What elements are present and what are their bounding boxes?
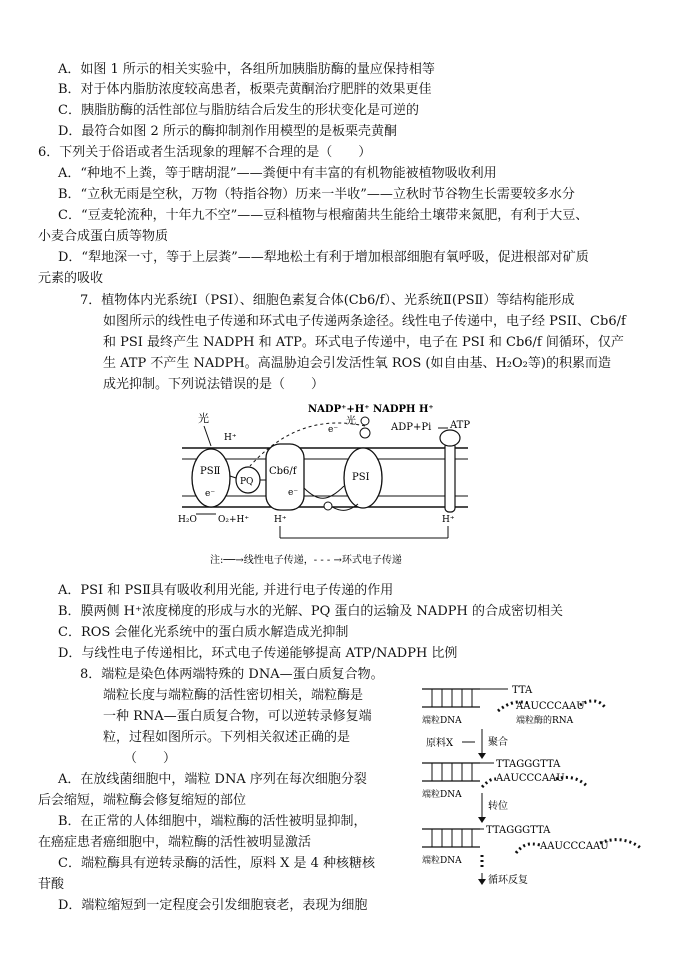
nadp-label: NADP⁺+H⁺ NADPH H⁺	[308, 404, 434, 415]
adp-label: ADP+Pi	[391, 422, 432, 433]
q6-option-c-cont: 小麦合成蛋白质等物质	[38, 229, 169, 244]
q8-stem-line2: 端粒长度与端粒酶的活性密切相关，端粒酶是	[103, 688, 364, 703]
aauccc-label-1: AAUCCCAAU	[516, 701, 585, 712]
diagram-legend: 注:──→线性电子传递，- - - →环式电子传递	[210, 555, 402, 566]
telomere-dna-label-3: 端粒DNA	[422, 856, 462, 866]
q8-stem-line3: 一种 RNA—蛋白质复合物，可以逆转录修复端	[103, 709, 372, 724]
pq-label: PQ	[240, 477, 254, 487]
raw-material-x-label: 原料X	[426, 738, 454, 749]
translocate-label: 转位	[488, 801, 508, 812]
ttaggg-label-2: TTAGGGTTA	[486, 825, 551, 836]
q5-option-a: A．如图 1 所示的相关实验中，各组所加胰脂肪酶的量应保持相等	[58, 62, 435, 77]
q8-option-b-cont: 在癌症患者癌细胞中，端粒酶的活性被明显激活	[38, 835, 312, 850]
h-label-lumen-1: H⁺	[274, 515, 287, 525]
o2-h-label: O₂+H⁺	[218, 515, 250, 525]
q8-option-c: C．端粒酶具有逆转录酶的活性，原料 X 是 4 种核糖核	[58, 856, 376, 871]
fd-carrier	[360, 428, 370, 438]
cb6f-e-label: e⁻	[288, 488, 299, 498]
q8-stem-line4: 粒，过程如图所示。下列相关叙述正确的是	[103, 730, 351, 745]
q8-stem-line1: 8．端粒是染色体两端特殊的 DNA—蛋白质复合物。	[80, 667, 384, 682]
q6-option-d-cont: 元素的吸收	[38, 271, 104, 286]
q7-option-c: C．ROS 会催化光系统中的蛋白质水解造成光抑制	[58, 625, 349, 640]
q7-stem-line2: 如图所示的线性电子传递和环式电子传递两条途径。线性电子传递中，电子经 PSII、Cb6/f	[103, 314, 626, 329]
psi-label: PSⅠ	[352, 472, 370, 483]
q7-option-b: B．膜两侧 H⁺浓度梯度的形成与水的光解、PQ 蛋白的运输及 NADPH 的合成密切相关	[58, 604, 563, 619]
h2o-label: H₂O	[178, 515, 197, 525]
q7-stem-line4: 生 ATP 不产生 NADPH。高温胁迫会引发活性氧 ROS (如自由基、H₂O₂等)的积累而造	[103, 356, 611, 371]
electron-transport-diagram	[178, 398, 478, 570]
q5-option-c: C．胰脂肪酶的活性部位与脂肪结合后发生的形状变化是可逆的	[58, 103, 419, 118]
psii-label: PSⅡ	[200, 466, 221, 477]
h-label-lumen-2: H⁺	[442, 515, 455, 525]
q7-option-d: D．与线性电子传递相比，环式电子传递能够提高 ATP/NADPH 比例	[58, 646, 458, 661]
light-label-1: 光	[198, 412, 209, 425]
atp-synthase-head	[440, 430, 460, 446]
aauccc-label-2: AAUCCCAAU	[496, 773, 565, 784]
q6-option-a: A．“种地不上粪，等于瞎胡混”——粪便中有丰富的有机物能被植物吸收利用	[58, 166, 497, 181]
fnr-carrier	[361, 417, 369, 425]
q8-option-a-cont: 后会缩短，端粒酶会修复缩短的部位	[38, 793, 247, 808]
aauccc-label-3: AAUCCCAAU	[540, 841, 609, 852]
telomerase-rna-label: 端粒酶的RNA	[516, 716, 574, 726]
q8-option-d: D．端粒缩短到一定程度会引发细胞衰老，表现为细胞	[58, 898, 368, 913]
telomere-dna-label-1: 端粒DNA	[422, 716, 462, 726]
q6-option-d: D．“犁地深一寸，等于上层粪”——犁地松土有利于增加根部细胞有氧呼吸，促进根部对矿质	[58, 250, 589, 265]
cb6f-complex	[266, 444, 304, 510]
atp-synthase	[445, 442, 455, 512]
tta-label: TTA	[512, 685, 533, 696]
repeat-cycle-label: 循环反复	[488, 875, 528, 886]
q8-option-b: B．在正常的人体细胞中，端粒酶的活性被明显抑制，	[58, 814, 367, 829]
atp-label: ATP	[450, 420, 471, 431]
q8-stem-line5: （ ）	[124, 751, 177, 766]
telomerase-diagram	[420, 683, 660, 888]
light-label-2: 光	[346, 416, 356, 427]
q8-option-c-cont: 苷酸	[38, 877, 65, 892]
q6-option-b: B．“立秋无雨是空秋，万物（特指谷物）历来一半收”——立秋时节谷物生长需要较多水分	[58, 187, 575, 202]
polymerize-label: 聚合	[488, 737, 508, 748]
q7-stem-line3: 和 PSI 最终产生 NADPH 和 ATP。环式电子传递中，电子在 PSI 和 Cb6/f 间循环，仅产	[103, 335, 624, 350]
q7-option-a: A．PSI 和 PSⅡ具有吸收利用光能, 并进行电子传递的作用	[58, 583, 394, 598]
q5-option-b: B．对于体内脂肪浓度较高患者，板栗壳黄酮治疗肥胖的效果更佳	[58, 82, 432, 97]
q7-stem-line5: 成光抑制。下列说法错误的是（ ）	[103, 377, 325, 392]
q8-option-a: A．在放线菌细胞中，端粒 DNA 序列在每次细胞分裂	[58, 772, 367, 787]
psii-e-label: e⁻	[205, 489, 216, 499]
q6-stem: 6．下列关于俗语或者生活现象的理解不合理的是（ ）	[38, 145, 372, 160]
q6-option-c: C．“豆麦轮流种，十年九不空”——豆科植物与根瘤菌共生能给土壤带来氮肥，有利于大豆、	[58, 208, 589, 223]
e-label-cyclic: e⁻	[328, 425, 339, 435]
q7-stem-line1: 7．植物体内光系统Ⅰ（PSⅠ）、细胞色素复合体(Cb6/f）、光系统Ⅱ(PSⅡ）等结构能形成	[80, 293, 575, 308]
ttaggg-label-1: TTAGGGTTA	[496, 759, 561, 770]
h-label-stroma: H⁺	[224, 433, 237, 443]
telomere-dna-label-2: 端粒DNA	[422, 790, 462, 800]
cb6f-label: Cb6/f	[269, 466, 297, 477]
q5-option-d: D．最符合如图 2 所示的酶抑制剂作用模型的是板栗壳黄酮	[58, 124, 397, 139]
